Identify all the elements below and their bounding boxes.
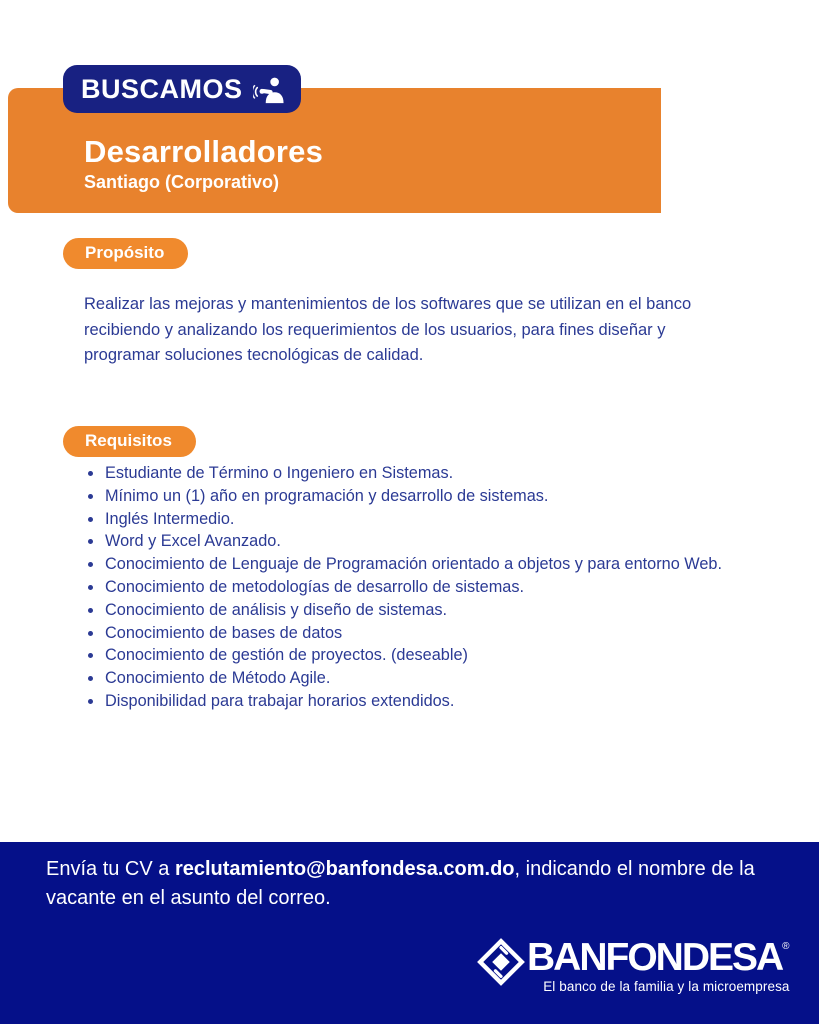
page-title: Desarrolladores <box>84 134 324 169</box>
registered-mark: ® <box>782 941 790 952</box>
list-item: • Mínimo un (1) año en programación y desarrollo de sistemas. <box>104 485 784 508</box>
diamond-logo-icon <box>477 938 525 986</box>
list-item: • Conocimiento de análisis y diseño de sistemas. <box>104 599 784 622</box>
logo-text-block <box>527 938 790 994</box>
buscamos-badge <box>63 65 301 113</box>
section-pill-proposito: Propósito <box>63 238 188 269</box>
requisitos-list <box>86 462 784 713</box>
buscamos-label: BUSCAMOS <box>81 73 243 104</box>
cv-text-suffix: , indicando el nombre de la vacante en el asunto del correo. <box>46 858 755 909</box>
section-pill-requisitos: Requisitos <box>63 426 196 457</box>
list-item: • Inglés Intermedio. <box>104 508 784 531</box>
list-item: • Conocimiento de bases de datos <box>104 622 784 645</box>
logo-wordmark: BANFONDESA <box>527 936 783 979</box>
proposito-paragraph: Realizar las mejoras y mantenimientos de los softwares que se utilizan en el banco recibiendo y analizando los requerimientos de los usuarios, para fines diseñar y programar soluciones tecnológicas de calidad. <box>84 295 692 364</box>
announcer-icon <box>253 74 285 104</box>
list-item: • Conocimiento de metodologías de desarrollo de sistemas. <box>104 576 784 599</box>
list-item: • Word y Excel Avanzado. <box>104 530 784 553</box>
banfondesa-logo <box>477 938 790 994</box>
page-subtitle: Santiago (Corporativo) <box>84 172 280 192</box>
footer <box>0 842 819 1024</box>
list-item: • Conocimiento de gestión de proyectos. (deseable) <box>104 644 784 667</box>
list-item: • Estudiante de Término o Ingeniero en Sistemas. <box>104 462 784 485</box>
cv-instructions <box>46 855 786 912</box>
list-item: • Conocimiento de Lenguaje de Programación orientado a objetos y para entorno Web. <box>104 553 784 576</box>
recruitment-email: reclutamiento@banfondesa.com.do <box>174 858 515 880</box>
cv-text-prefix: Envía tu CV a <box>46 858 175 880</box>
logo-tagline: El banco de la familia y la microempresa <box>543 979 790 994</box>
list-item: • Disponibilidad para trabajar horarios extendidos. <box>104 690 784 713</box>
list-item: • Conocimiento de Método Agile. <box>104 667 784 690</box>
